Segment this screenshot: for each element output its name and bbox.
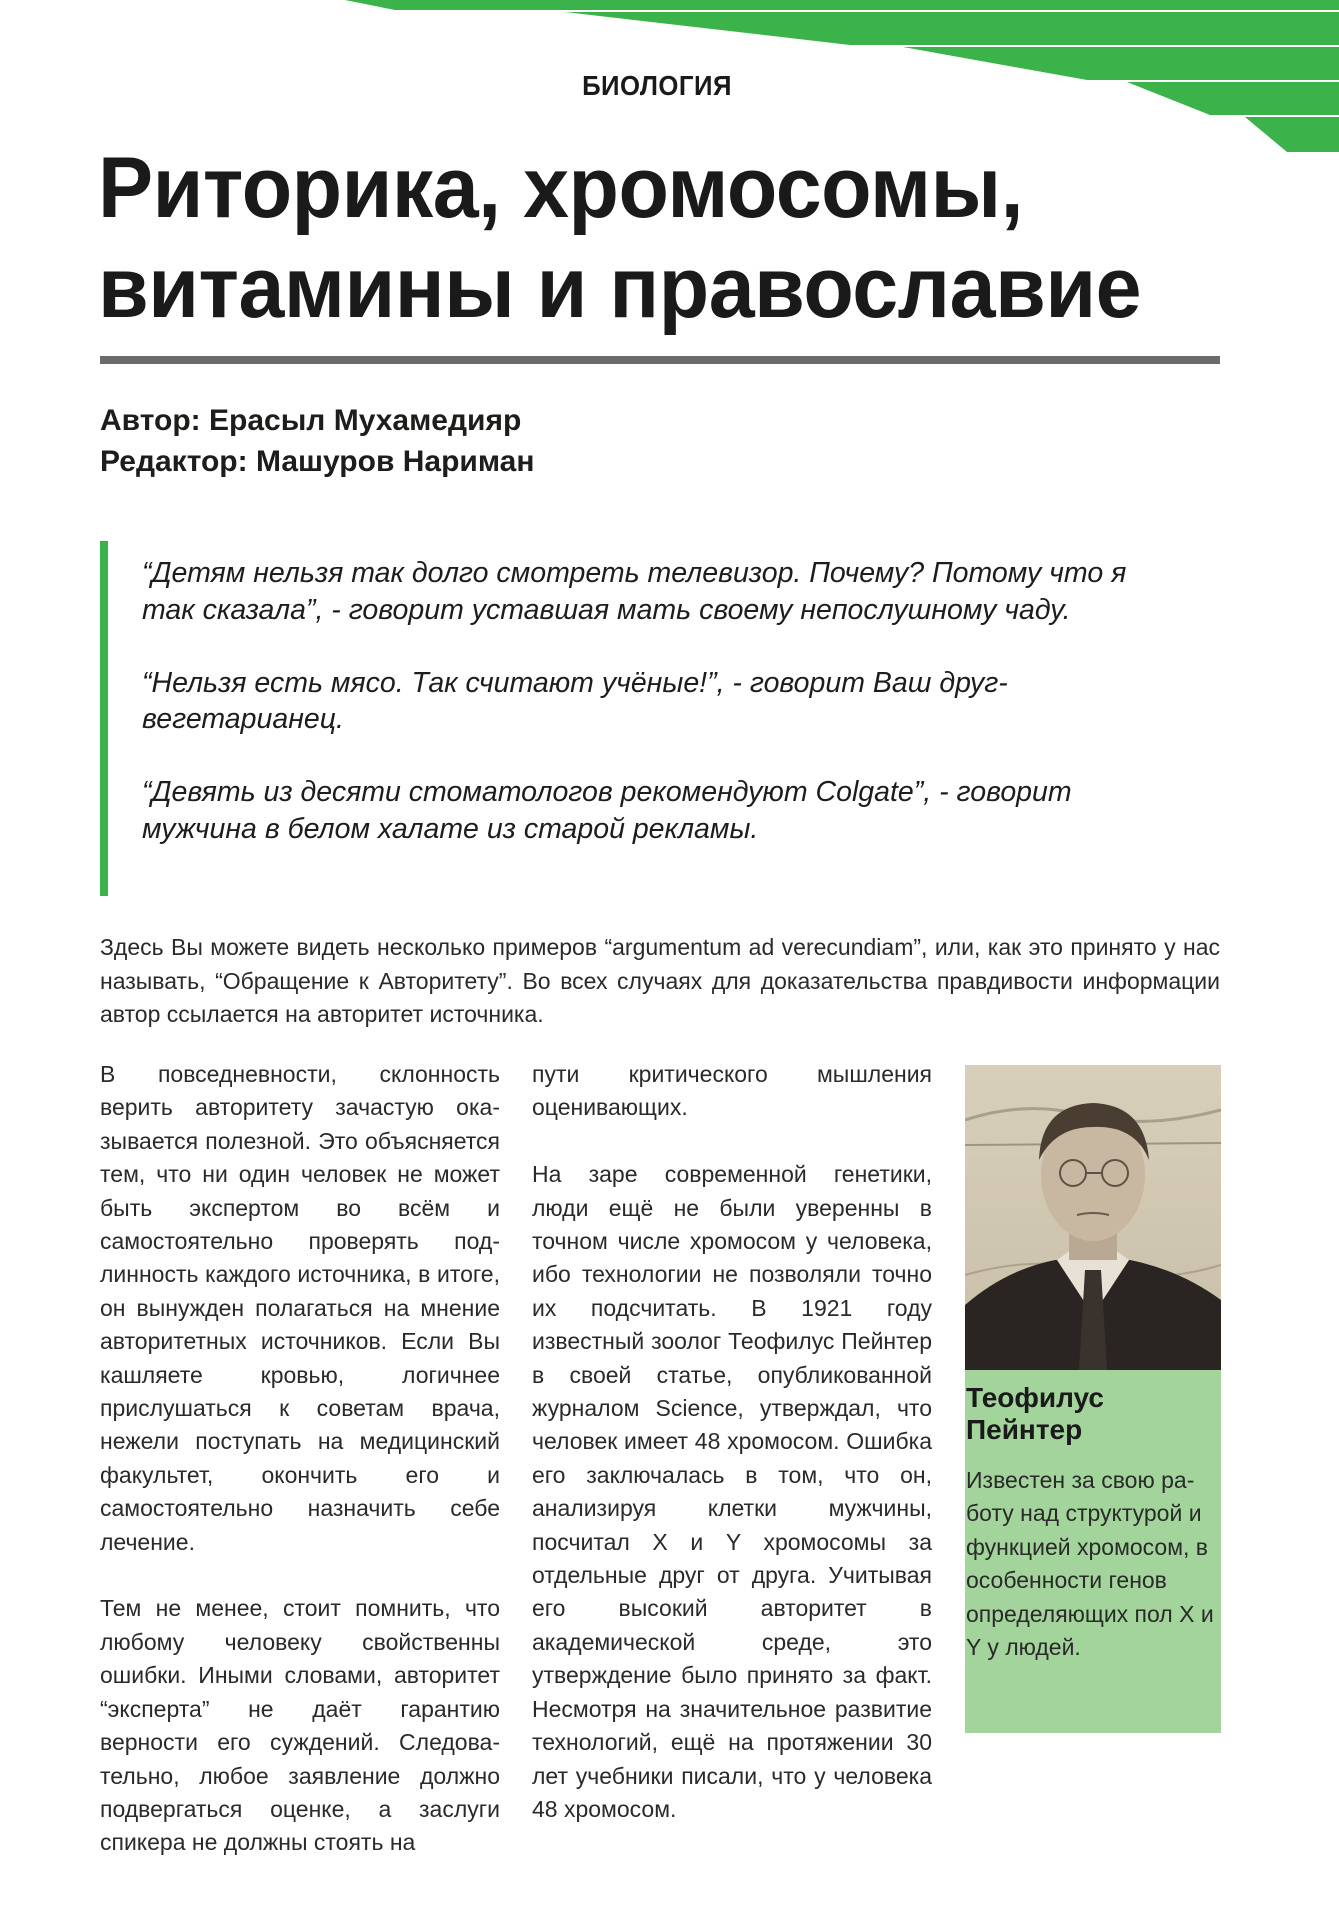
pull-quotes xyxy=(142,555,1152,884)
body-column-2 xyxy=(532,1058,932,1860)
pull-quote: “Детям нельзя так долго смотреть телевизор. Почему? Потому что я так сказала”, - говорит уставшая мать своему непослушному чаду. xyxy=(142,557,1127,626)
intro-paragraph: Здесь Вы можете видеть несколько примеров “argumentum ad verecundiam”, или, как это принято у нас называть, “Обращение к Авторитету”. Во всех случаях для доказательства правдивости информации автор ссылается на авторитет источника. xyxy=(100,934,1220,1027)
body-paragraph: На заре современной генетики, люди ещё не были уверенны в точном числе хромосом у человека, ибо технологии не позволяли точно их подсчитать. В 1921 году известный зоолог Теофилус Пейнтер в своей статье, опубликованной журналом Science, утверждал, что человек имеет 48 хромосом. Ошибка его заключалась в том, что он, анализируя клетки мужчины, посчитал X и Y хромосомы за отдельные друг от друга. Учитывая его высокий авторитет в академической среде, это утверждение было принято за факт. Несмотря на значительное развитие технологий, ещё на протяжении 30 лет учебники писали, что у человека 48 хромосом. xyxy=(532,1161,932,1822)
body-column-1 xyxy=(100,1058,500,1893)
stripe-5 xyxy=(1245,117,1339,152)
section-label: БИОЛОГИЯ xyxy=(582,70,732,101)
editor-line: Редактор: Машуров Нариман xyxy=(100,445,535,478)
title-line-2: витамины и православие xyxy=(98,240,1142,336)
title-line-1: Риторика, хромосомы, xyxy=(98,140,1024,236)
stripe-1 xyxy=(345,0,1339,10)
article-credits xyxy=(100,400,534,482)
stripe-2 xyxy=(565,12,1339,45)
quote-accent-bar xyxy=(100,541,108,896)
portrait-illustration xyxy=(965,1065,1221,1370)
bio-sidebar xyxy=(965,1370,1221,1733)
pull-quote: “Девять из десяти стоматологов рекомендуют Colgate”, - говорит мужчина в белом халате из старой рекламы. xyxy=(142,776,1072,845)
pull-quote: “Нельзя есть мясо. Так считают учёные!”, - говорит Ваш друг-вегетарианец. xyxy=(142,666,1008,735)
article-title xyxy=(98,138,1141,338)
title-divider xyxy=(100,356,1220,364)
portrait-photo xyxy=(965,1065,1221,1370)
bio-name: Теофилус Пейнтер xyxy=(966,1382,1104,1445)
bio-text: Известен за свою работу над структурой и функцией хромосом, в особенности генов определяющих пол X и Y у людей. xyxy=(966,1467,1214,1661)
body-paragraph: В повседневности, склонность верить авторитету зачастую оказывается полезной. Это объясняется тем, что ни один человек не может быть экспертом во всём и самостоятельно проверять подлинность каждого источника, в итоге, он вынужден полагаться на мнение авторитетных источников. Если Вы кашляете кровью, логичнее прислушаться к советам врача, нежели поступать на медицинский факультет, окончить его и самостоятельно назначить себе лечение. xyxy=(100,1061,500,1555)
author-line: Автор: Ерасыл Мухамедияр xyxy=(100,404,522,437)
body-paragraph: Тем не менее, стоит помнить, что любому человеку свойственны ошибки. Иными словами, авторитет “эксперта” не даёт гарантию верности его суждений. Следовательно, любое заявление должно подвергаться оценке, а заслуги спикера не должны стоять на xyxy=(100,1595,500,1856)
body-paragraph: пути критического мышления оценивающих. xyxy=(532,1061,932,1121)
